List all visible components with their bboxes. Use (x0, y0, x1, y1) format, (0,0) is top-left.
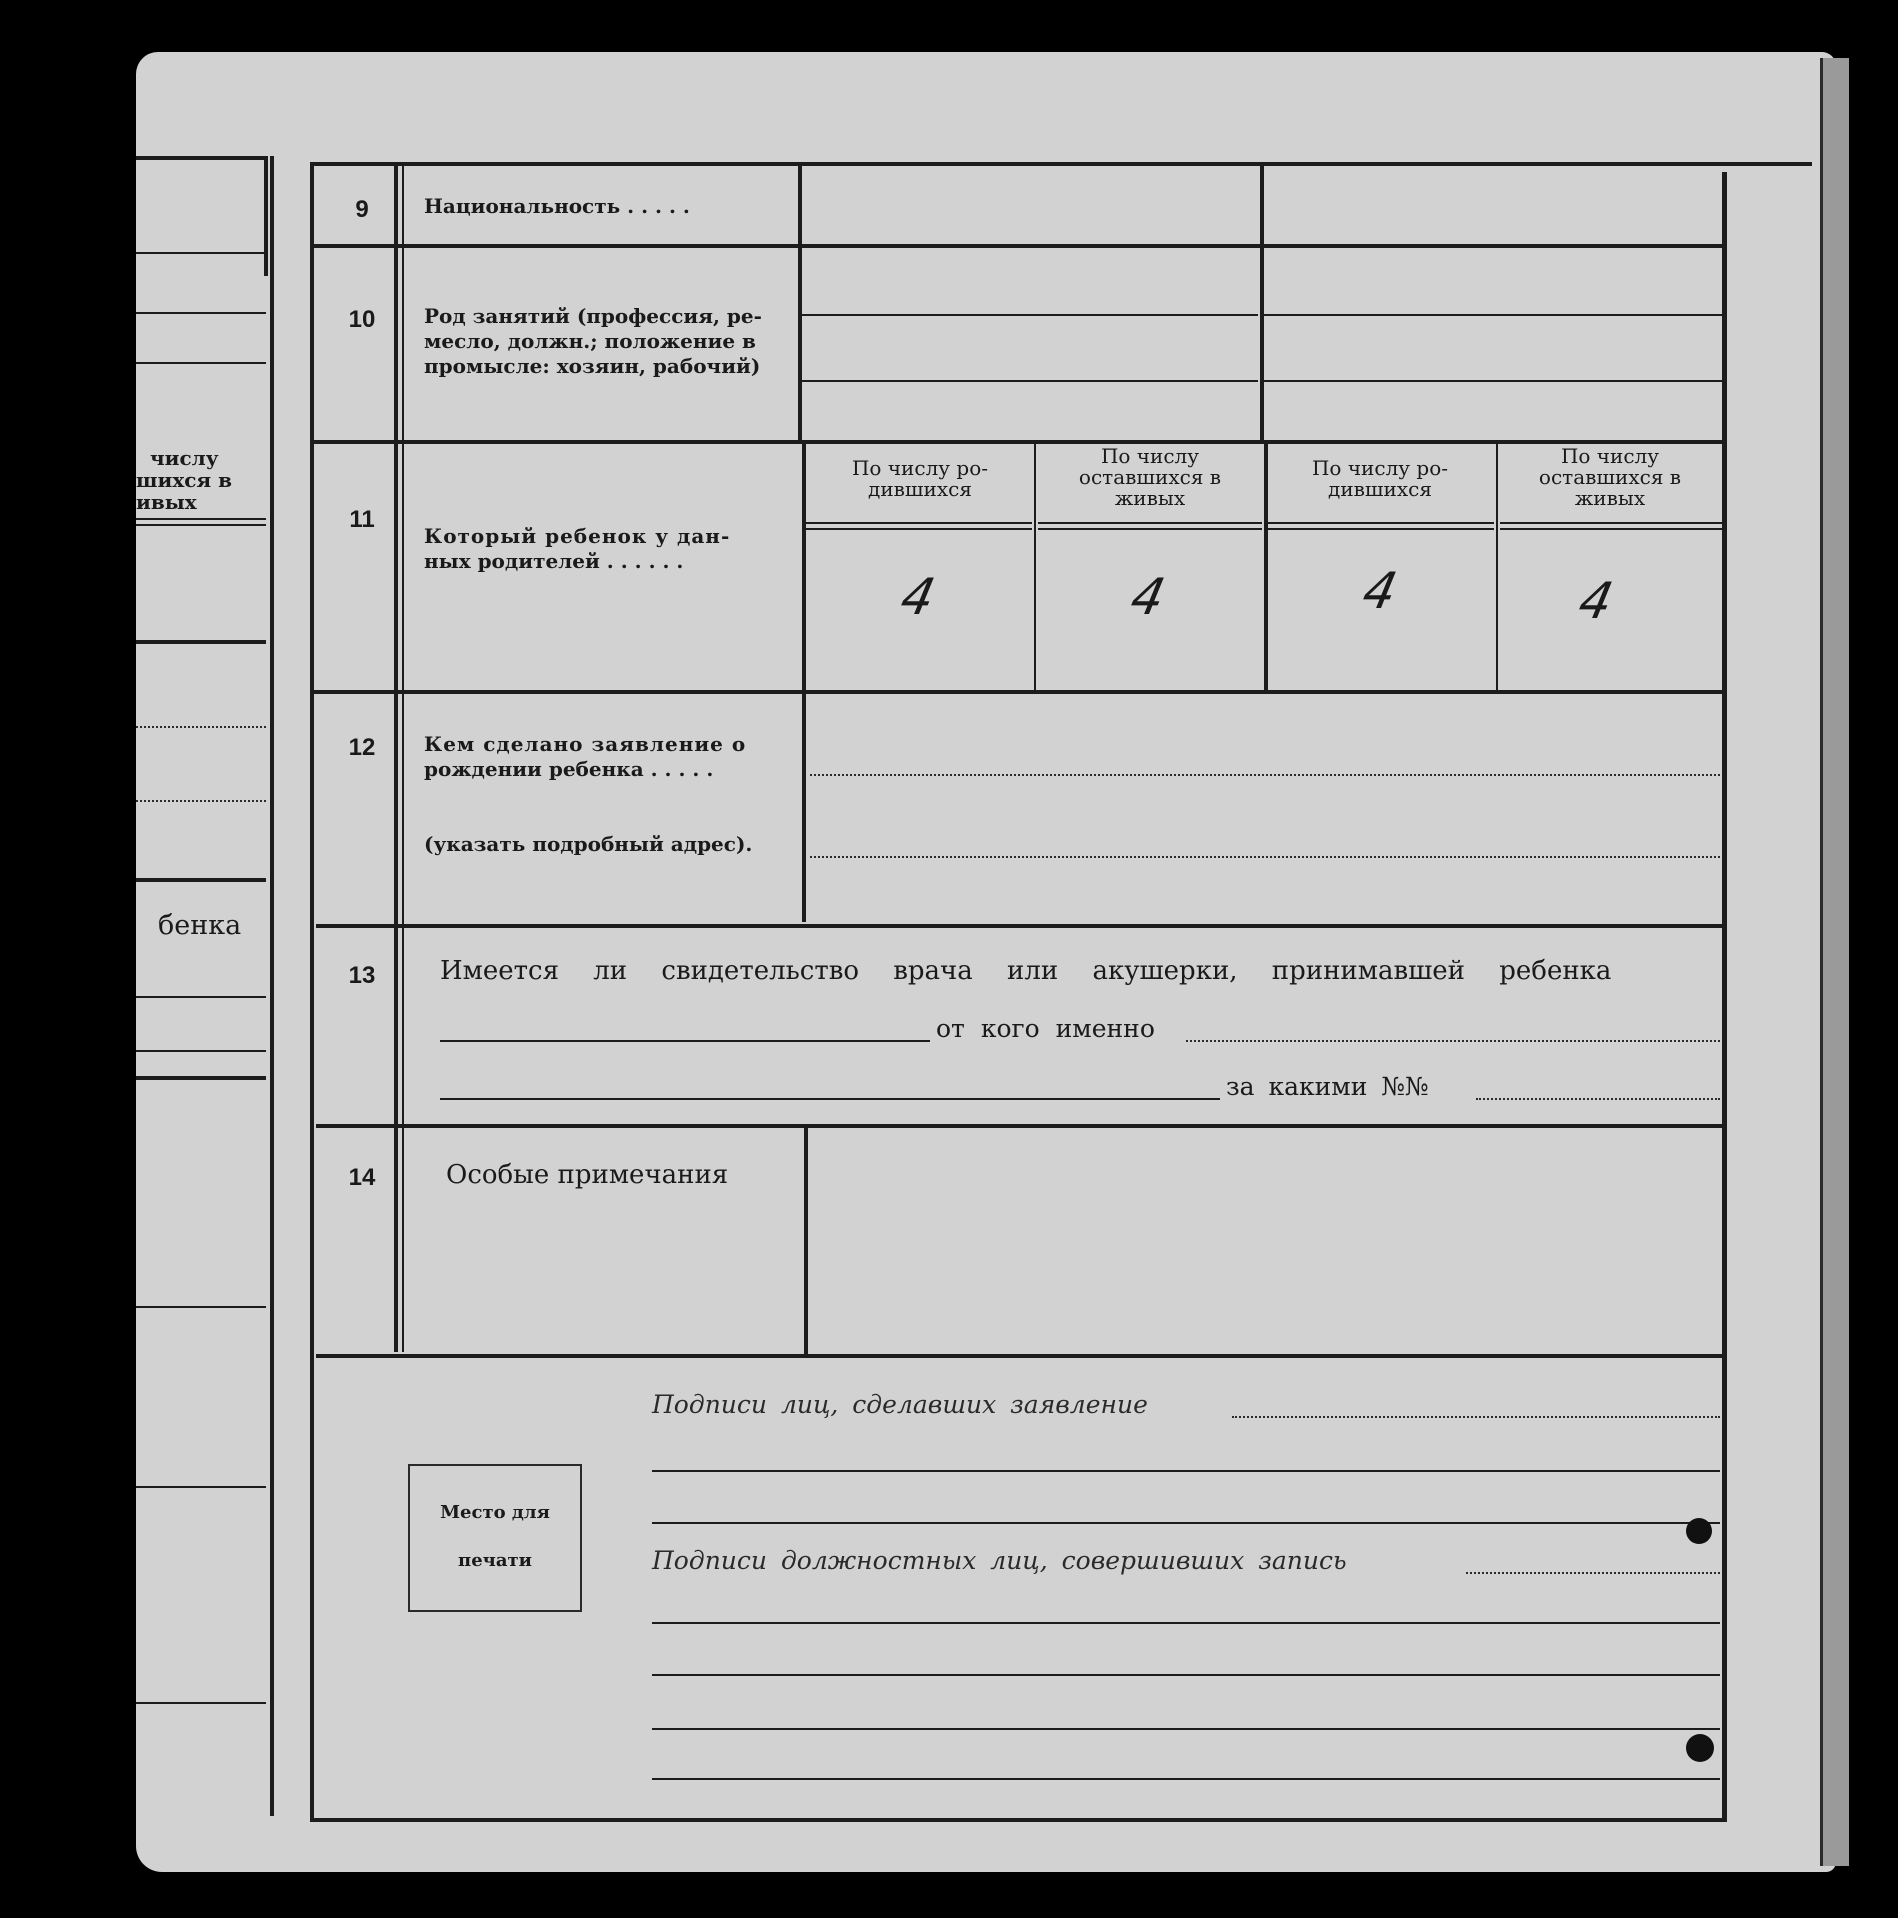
r11-header-2-line2: оставшихся в (1078, 465, 1222, 489)
r11-header-3-line2: дившихся (1328, 477, 1432, 501)
num-col-rule (394, 162, 398, 1352)
r11-header-rule (1500, 522, 1722, 524)
punch-hole (1686, 1518, 1712, 1544)
row-11-label-line1: Который ребенок у дан- (424, 524, 731, 548)
left-rule (136, 726, 266, 728)
r11-header-rule (806, 522, 1032, 524)
row-rule (312, 690, 1724, 694)
stamp-label-line1: Место для (440, 1502, 550, 1523)
left-rule (136, 878, 266, 882)
stamp-label-line2: печати (458, 1550, 532, 1571)
r11-header-rule (1500, 528, 1722, 530)
row-10-line (1264, 314, 1722, 316)
r11-value-1: 4 (895, 568, 940, 626)
row-10-col-rule (798, 248, 802, 440)
signature-line (1232, 1416, 1720, 1418)
r11-header-rule (806, 528, 1032, 530)
row-14-number: 14 (348, 1164, 376, 1191)
row-13-line (1476, 1098, 1720, 1100)
left-rule (136, 996, 266, 998)
left-fragment-3: ивых (136, 490, 197, 514)
r11-header-rule (1038, 528, 1262, 530)
row-12-col-rule (802, 694, 806, 922)
row-10-label-line3: промысле: хозяин, рабочий) (424, 354, 761, 378)
left-rule (136, 518, 266, 520)
r11-header-1-line1: По числу ро- (851, 456, 989, 480)
row-13-which-numbers: за какими №№ (1226, 1072, 1429, 1101)
left-rule (136, 1702, 266, 1704)
row-10-col-rule (1260, 248, 1264, 440)
r11-value-2: 4 (1125, 568, 1170, 626)
left-rule (136, 312, 266, 314)
left-fragment-4: бенка (158, 910, 242, 941)
r11-header-rule (1038, 522, 1262, 524)
left-rule (136, 156, 266, 160)
row-11-col-rule (1034, 444, 1036, 690)
row-rule (316, 1354, 1724, 1358)
r11-header-4-line3: живых (1574, 486, 1646, 510)
table-left-rule (310, 162, 314, 1822)
row-rule (312, 244, 1724, 248)
r11-header-rule (1268, 528, 1494, 530)
row-13-number: 13 (348, 962, 376, 989)
row-rule (316, 924, 1724, 928)
row-13-line (1186, 1040, 1720, 1042)
left-fragment-2: шихся в (136, 468, 233, 492)
left-rule (136, 524, 266, 526)
row-10-number: 10 (348, 306, 376, 333)
row-10-line (802, 380, 1258, 382)
row-10-line (802, 314, 1258, 316)
num-col-rule (402, 162, 404, 1352)
r11-header-4-line2: оставшихся в (1538, 465, 1682, 489)
stamp-box (408, 1464, 582, 1612)
row-13-from-whom: от кого именно (936, 1014, 1155, 1043)
row-11-number: 11 (349, 506, 375, 533)
row-11-col-rule (1264, 444, 1268, 690)
row-10-line (1264, 380, 1722, 382)
row-11-col-rule (1496, 444, 1498, 690)
left-rule (136, 1486, 266, 1488)
left-rule (136, 362, 266, 364)
left-rule (264, 156, 268, 276)
signature-line (1466, 1572, 1720, 1574)
row-13-line (440, 1040, 930, 1042)
row-12-line (810, 774, 1720, 776)
row-rule (312, 440, 1724, 444)
r11-header-4-line1: По числу (1560, 444, 1660, 468)
row-9-label: Национальность . . . . . (424, 194, 690, 218)
row-9-number: 9 (355, 196, 369, 223)
row-11-col-rule (802, 444, 806, 690)
r11-value-4: 4 (1573, 572, 1618, 630)
left-rule (136, 252, 266, 254)
punch-hole (1686, 1734, 1714, 1762)
row-rule (316, 1124, 1724, 1128)
row-10-label-line1: Род занятий (профессия, ре- (424, 304, 762, 328)
r11-header-3-line1: По числу ро- (1311, 456, 1449, 480)
row-13-line (440, 1098, 1220, 1100)
row-14-label: Особые примечания (446, 1160, 729, 1190)
signature-line (652, 1778, 1720, 1780)
row-12-label-line2: рождении ребенка . . . . . (424, 757, 714, 781)
row-12-label-line1: Кем сделано заявление о (424, 732, 747, 756)
left-rule (136, 1306, 266, 1308)
r11-header-rule (1268, 522, 1494, 524)
applicants-signature-label: Подписи лиц, сделавших заявление (652, 1390, 1148, 1419)
left-rule (136, 1076, 266, 1080)
row-14-col-rule (804, 1128, 808, 1354)
r11-header-2-line3: живых (1114, 486, 1186, 510)
signature-line (652, 1470, 1720, 1472)
row-10-label-line2: месло, должн.; положение в (424, 329, 756, 353)
signature-line (652, 1728, 1720, 1730)
table-right-rule (1722, 172, 1727, 1822)
row-11-label-line2: ных родителей . . . . . . (424, 549, 684, 573)
r11-header-1-line2: дившихся (868, 477, 972, 501)
left-fragment-1: числу (150, 446, 219, 470)
row-12-number: 12 (348, 734, 376, 761)
page-edge (1820, 58, 1849, 1866)
left-rule (136, 1050, 266, 1052)
left-rule (136, 640, 266, 644)
left-rule (136, 800, 266, 802)
r11-header-2-line1: По числу (1100, 444, 1200, 468)
signature-line (652, 1622, 1720, 1624)
left-rule (270, 156, 274, 1816)
officials-signature-label: Подписи должностных лиц, совершивших запись (652, 1546, 1347, 1575)
signature-line (652, 1522, 1720, 1524)
r11-value-3: 4 (1357, 562, 1402, 620)
table-bottom-rule (312, 1818, 1726, 1822)
row-12-address-note: (указать подробный адрес). (424, 832, 753, 856)
row-13-question: Имеется ли свидетельство врача или акушерки, принимавшей ребенка (440, 956, 1612, 986)
signature-line (652, 1674, 1720, 1676)
row-12-line (810, 856, 1720, 858)
document-page (136, 52, 1836, 1872)
table-top-rule (312, 162, 1812, 166)
